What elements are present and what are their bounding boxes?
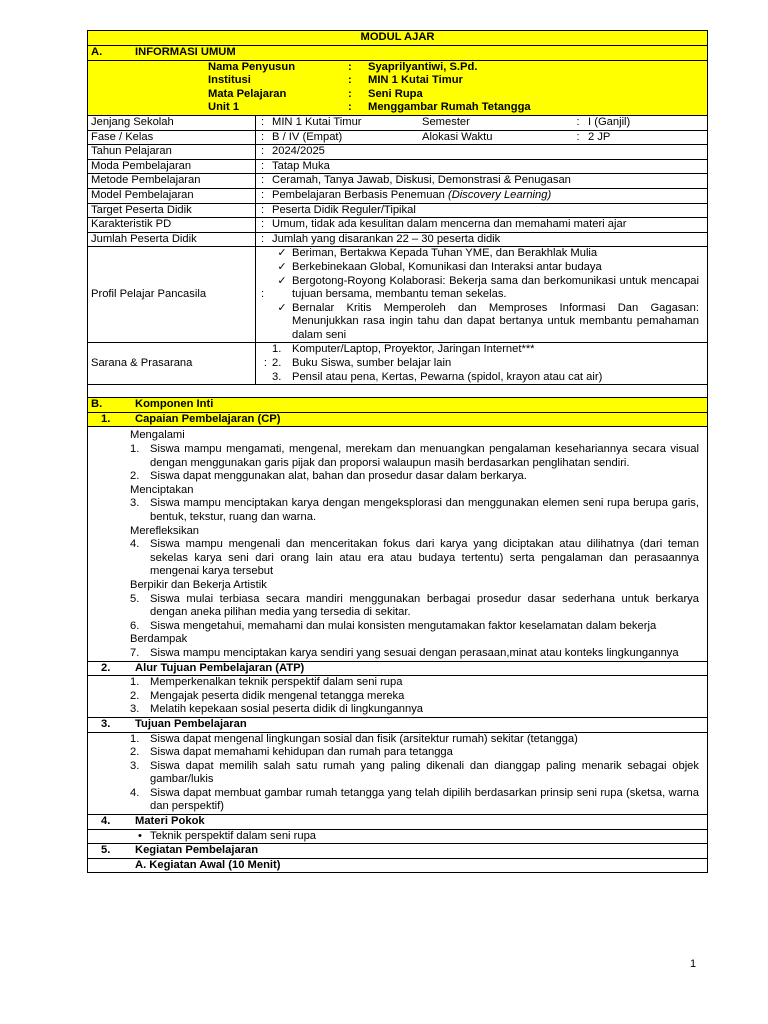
cp-group-heading: Berpikir dan Bekerja Artistik (130, 578, 267, 591)
sarana-num: 3. (272, 370, 282, 383)
row-sarana: Sarana & Prasarana : 1. Komputer/Laptop, Proyektor, Jaringan Internet*** 2. Buku Siswa, sumber belajar lain 3. Pensil atau pena, Kertas, Pewarna (spidol, krayon atau cat air) (88, 343, 708, 385)
info-value-text: Tatap Muka (272, 159, 330, 172)
checkmark-icon: ✓ (277, 247, 287, 260)
bullet-icon: • (138, 829, 142, 842)
atp-item-text: Memperkenalkan teknik perspektif dalam seni rupa (150, 676, 403, 689)
profil-item (272, 261, 699, 275)
cp-item (130, 538, 699, 579)
checkmark-icon: ✓ (277, 260, 287, 273)
author-row (208, 88, 704, 102)
materi-content (88, 829, 708, 844)
tujuan-item-text: Siswa dapat memahami kehidupan dan rumah para tetangga (150, 746, 453, 759)
cp-text: Siswa mampu menciptakan karya dengan mengeksplorasi dan menggunakan elemen seni rupa berupa garis, bentuk, tekstur, ruang dan warna. (150, 497, 699, 523)
modul-table (87, 30, 708, 873)
materi-item (130, 830, 699, 844)
info-row (88, 174, 708, 189)
author-label: Unit 1 (208, 101, 240, 114)
info-value (269, 174, 707, 188)
info-value-text: Ceramah, Tanya Jawab, Diskusi, Demonstrasi & Penugasan (272, 174, 571, 187)
cp-group-heading: Menciptakan (130, 483, 194, 496)
atp-item-num: 2. (130, 689, 140, 702)
document-page (87, 30, 707, 873)
cp-group-heading: Merefleksikan (130, 524, 200, 537)
info-label: Metode Pembelajaran (91, 174, 201, 187)
info-value (269, 218, 707, 232)
tujuan-content (88, 732, 708, 815)
cp-item (130, 443, 699, 470)
author-value: Seni Rupa (368, 87, 423, 100)
tujuan-item (130, 787, 699, 814)
sarana-item (272, 343, 704, 357)
author-sep: : (348, 87, 352, 100)
atp-item (130, 676, 699, 690)
author-row (208, 101, 704, 115)
info-value (269, 160, 707, 174)
tujuan-item-text: Siswa dapat membuat gambar rumah tetangga yang telah dipilih berdasarkan prinsip seni rupa (sketsa, warna dan perspektif) (150, 786, 699, 813)
tujuan-item-num: 3. (130, 759, 140, 772)
author-sep: : (348, 60, 352, 73)
sarana-text: Komputer/Laptop, Proyektor, Jaringan Internet*** (292, 343, 535, 356)
cp-text: Siswa dapat menggunakan alat, bahan dan prosedur dasar dalam berkarya. (150, 470, 527, 483)
cp-num: 2. (130, 470, 140, 483)
atp-item-num: 1. (130, 676, 140, 689)
info-sep: : (255, 218, 269, 232)
profil-item (272, 302, 699, 343)
spacer-row (88, 385, 708, 398)
info-label: Tahun Pelajaran (91, 145, 172, 158)
atp-item-text: Melatih kepekaan sosial peserta didik di lingkungannya (150, 703, 424, 716)
info-sep: : (255, 189, 269, 203)
profil-text: Beriman, Bertakwa Kepada Tuhan YME, dan Berakhlak Mulia (292, 247, 598, 260)
sarana-text: Buku Siswa, sumber belajar lain (292, 357, 452, 370)
kegiatan-sub: A. Kegiatan Awal (10 Menit) (88, 858, 708, 873)
cp-num: 6. (130, 619, 140, 632)
row-fase: Fase / Kelas : B / IV (Empat) Alokasi Waktu : 2 JP (88, 130, 708, 145)
tujuan-item-text: Siswa dapat mengenal lingkungan sosial dan fisik (arsitektur rumah) sekitar (tetangga) (150, 732, 578, 745)
tujuan-header: 3. Tujuan Pembelajaran (88, 717, 708, 732)
author-label: Nama Penyusun (208, 60, 296, 73)
info-label: Target Peserta Didik (91, 203, 192, 216)
section-b-header: B. Komponen Inti (88, 398, 708, 413)
info-label: Model Pembelajaran (91, 188, 194, 201)
atp-item (130, 703, 699, 717)
sarana-item (272, 357, 704, 371)
atp-header: 2. Alur Tujuan Pembelajaran (ATP) (88, 661, 708, 676)
author-value: Syaprilyantiwi, S.Pd. (368, 60, 478, 73)
cp-item (130, 620, 699, 634)
info-value (269, 204, 707, 218)
info-label: Jumlah Peserta Didik (91, 232, 197, 245)
cp-text: Siswa mampu menciptakan karya sendiri yang sesuai dengan perasaan,minat atau konteks lingkungannya (150, 646, 679, 659)
sarana-item (272, 371, 704, 385)
cp-text: Siswa mulai terbiasa secara mandiri menggunakan berbagai prosedur dasar sederhana untuk berkarya dengan aneka pilihan media yang tersedia di sekitar. (150, 592, 699, 619)
info-row (88, 218, 708, 233)
cp-text: Siswa mengetahui, memahami dan mulai konsisten mengutamakan faktor keselamatan dalam bekerja (150, 619, 657, 632)
cp-num: 4. (130, 538, 140, 551)
doc-title: MODUL AJAR (88, 31, 708, 46)
author-sep: : (348, 74, 352, 87)
author-value: MIN 1 Kutai Timur (368, 74, 463, 87)
tujuan-item-num: 2. (130, 746, 140, 759)
cp-num: 1. (130, 443, 140, 456)
info-row (88, 188, 708, 203)
info-label: Karakteristik PD (91, 218, 172, 231)
author-value: Menggambar Rumah Tetangga (368, 101, 531, 114)
info-sep: : (255, 160, 269, 174)
atp-item (130, 690, 699, 704)
page-number: 1 (690, 958, 697, 970)
profil-item (272, 247, 699, 261)
tujuan-item-num: 4. (130, 786, 140, 799)
info-sep: : (255, 233, 269, 247)
profil-item (272, 275, 699, 302)
cp-num: 3. (130, 497, 140, 510)
info-row (88, 159, 708, 174)
cp-group-heading: Berdampak (130, 633, 188, 646)
cp-group-heading: Mengalami (130, 429, 185, 442)
info-value (269, 233, 707, 247)
tujuan-item-num: 1. (130, 732, 140, 745)
kegiatan-header: 5. Kegiatan Pembelajaran (88, 844, 708, 859)
checkmark-icon: ✓ (277, 301, 287, 314)
cp-text: Siswa mampu mengenali dan menceritakan fokus dari karya yang diciptakan atau dilihatnya (dari teman sekelas karya seni dari orang lain atau era atau budaya tertentu) serta pengalaman dan perasaannya mengenai karya tersebut (150, 538, 699, 578)
info-row (88, 203, 708, 218)
atp-content (88, 676, 708, 718)
cp-num: 5. (130, 592, 140, 605)
cp-item (130, 470, 699, 484)
profil-text: Berkebinekaan Global, Komunikasi dan Interaksi antar budaya (292, 260, 602, 273)
tujuan-item-text: Siswa dapat memilih salah satu rumah yang paling dikenali dan dianggap paling menarik sebagai objek gambar/lukis (150, 759, 699, 786)
cp-item (130, 593, 699, 620)
profil-text: Bergotong-Royong Kolaborasi: Bekerja sama dan berkomunikasi untuk mencapai tujuan bersama, membantu teman sekelas. (292, 274, 699, 301)
info-value-text: Jumlah yang disarankan 22 – 30 peserta didik (272, 232, 501, 245)
info-label: Moda Pembelajaran (91, 159, 192, 172)
cp-item (130, 647, 699, 661)
cp-num: 7. (130, 646, 140, 659)
info-value (269, 189, 707, 203)
info-value (269, 145, 707, 159)
info-row (88, 145, 708, 160)
row-jenjang: Jenjang Sekolah : MIN 1 Kutai Timur Semester : I (Ganjil) (88, 115, 708, 130)
author-label: Institusi (208, 74, 251, 87)
info-value-text: Pembelajaran Berbasis Penemuan (272, 188, 445, 201)
tujuan-item (130, 746, 699, 760)
info-value-text: Umum, tidak ada kesulitan dalam mencerna dan memahami materi ajar (272, 218, 627, 231)
sarana-text: Pensil atau pena, Kertas, Pewarna (spidol, krayon atau cat air) (292, 370, 603, 383)
atp-item-num: 3. (130, 703, 140, 716)
cp-content (88, 427, 708, 661)
section-a-header: A. INFORMASI UMUM (88, 46, 708, 61)
tujuan-item (130, 760, 699, 787)
author-sep: : (348, 101, 352, 114)
info-row (88, 232, 708, 247)
author-row (208, 61, 704, 75)
info-sep: : (255, 174, 269, 188)
sarana-num: 2. (272, 357, 282, 370)
tujuan-item (130, 733, 699, 747)
info-value-text: 2024/2025 (272, 145, 325, 158)
profil-text: Bernalar Kritis Memperoleh dan Memproses Informasi Dan Gagasan: Menunjukkan rasa ingin tahu dan dapat bertanya untuk membantu pemahaman dalam seni (292, 301, 699, 341)
info-value-text: Peserta Didik Reguler/Tipikal (272, 203, 416, 216)
info-value-italic: (Discovery Learning) (448, 188, 552, 201)
sarana-num: 1. (272, 343, 282, 356)
info-sep: : (255, 145, 269, 159)
materi-header: 4. Materi Pokok (88, 815, 708, 830)
checkmark-icon: ✓ (277, 274, 287, 287)
atp-item-text: Mengajak peserta didik mengenal tetangga mereka (150, 689, 405, 702)
info-sep: : (255, 204, 269, 218)
author-row (208, 74, 704, 88)
cp-text: Siswa mampu mengamati, mengenal, merekam dan menuangkan pengalaman kesehariannya secara visual dengan menggunakan garis pijak dan proporsi walaupun masih berdasarkan penglihatan sendiri. (150, 443, 699, 469)
cp-header: 1. Capaian Pembelajaran (CP) (88, 412, 708, 427)
row-profil: Profil Pelajar Pancasila : ✓ Beriman, Bertakwa Kepada Tuhan YME, dan Berakhlak Mulia ✓ Berkebinekaan Global, Komunikasi dan Interaksi antar budaya ✓ Bergotong-Royong Kolaborasi: Bekerja sama dan berkomunikasi untuk mencapai tujuan bersama, membantu teman sekelas. ✓ Bernalar Kritis Memperoleh dan Memproses Informasi Dan Gagasan: Menunjukkan rasa ingin tahu dan dapat bertanya untuk membantu pemahaman dalam seni (88, 247, 708, 343)
materi-text: Teknik perspektif dalam seni rupa (150, 829, 317, 842)
cp-item (130, 497, 699, 524)
author-info (88, 60, 708, 115)
author-label: Mata Pelajaran (208, 87, 287, 100)
